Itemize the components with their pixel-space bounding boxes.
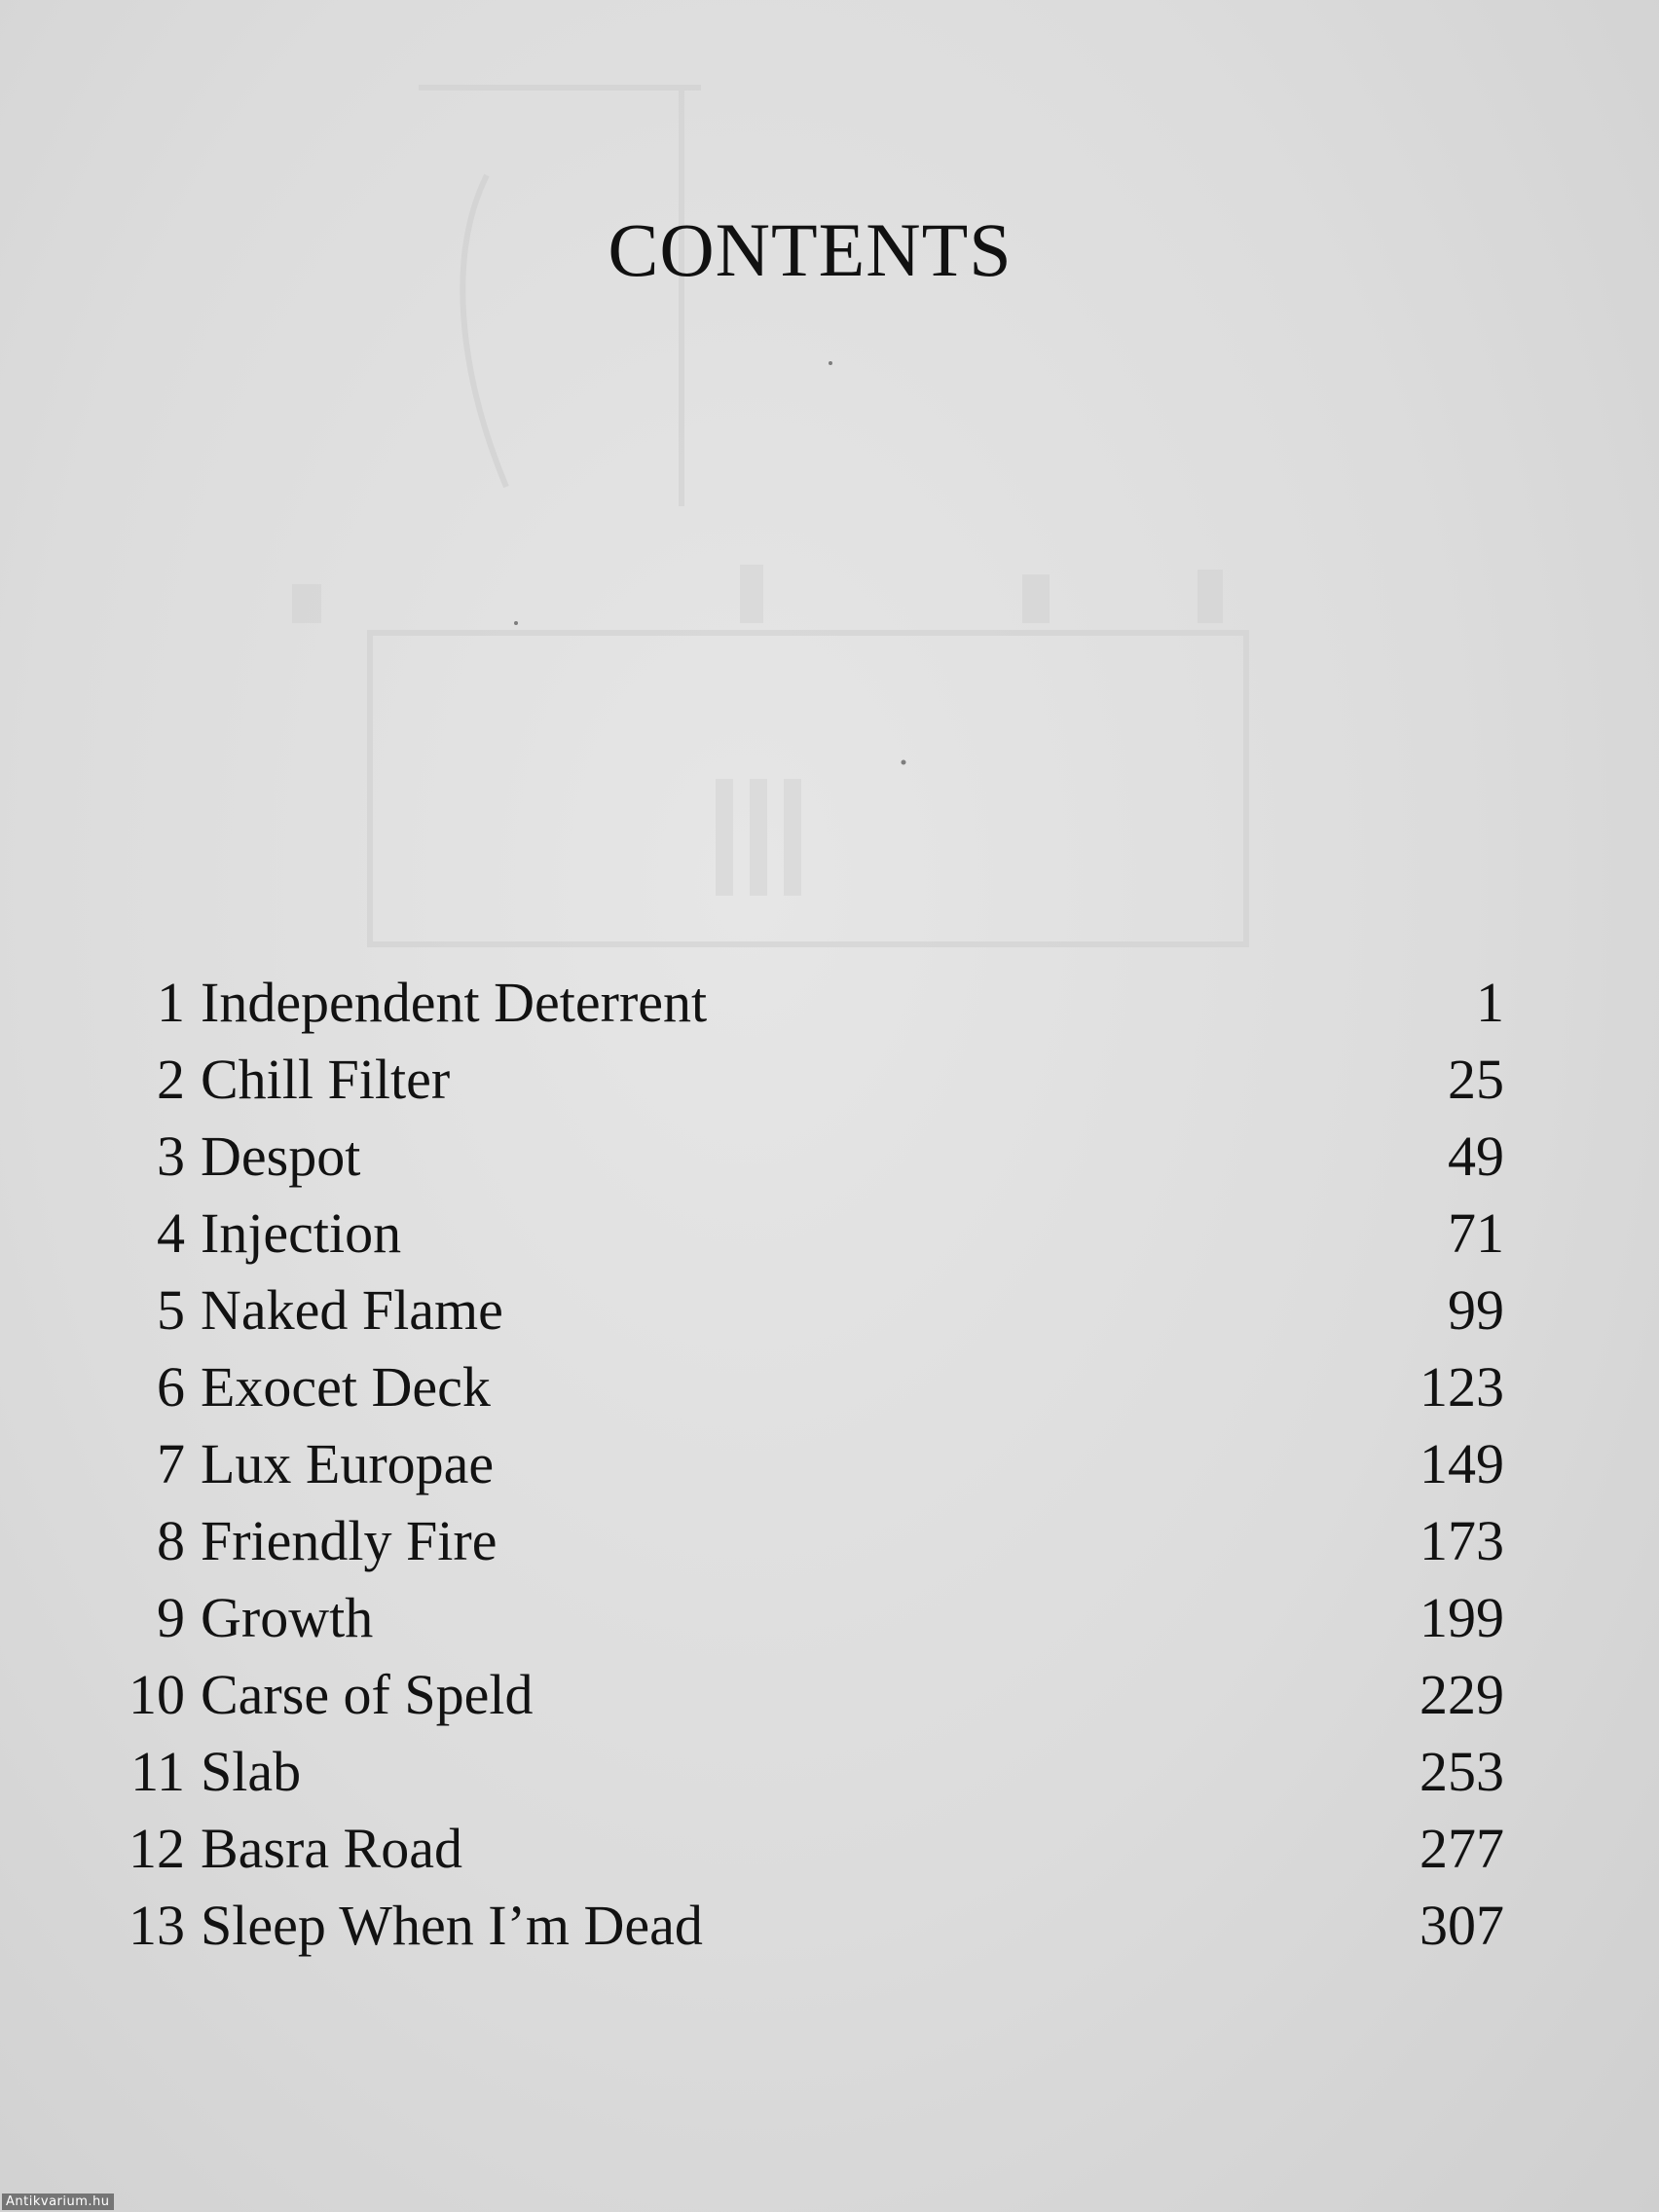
chapter-title: Friendly Fire: [201, 1509, 498, 1572]
toc-entry: [107, 964, 1504, 1041]
toc-entry: [107, 1348, 1504, 1425]
chapter-number: 4: [157, 1201, 185, 1265]
toc-entry: [107, 1195, 1504, 1272]
toc-entry: [107, 1272, 1504, 1348]
chapter-number: 11: [130, 1740, 185, 1803]
toc-entry: [107, 1887, 1504, 1964]
chapter-number: 5: [157, 1278, 185, 1342]
chapter-page-number: 277: [1419, 1817, 1504, 1880]
chapter-number: 3: [157, 1124, 185, 1188]
chapter-page-number: 49: [1448, 1124, 1504, 1188]
chapter-title: Sleep When I’m Dead: [201, 1894, 703, 1957]
chapter-number: 13: [129, 1894, 185, 1957]
chapter-title: Growth: [201, 1586, 374, 1649]
chapter-page-number: 149: [1419, 1432, 1504, 1495]
chapter-title: Slab: [201, 1740, 302, 1803]
chapter-page-number: 1: [1476, 971, 1504, 1034]
chapter-title: Injection: [201, 1201, 402, 1265]
chapter-title: Exocet Deck: [201, 1355, 491, 1419]
chapter-title: Independent Deterrent: [201, 971, 708, 1034]
toc-entry: [107, 1425, 1504, 1502]
page-title: CONTENTS: [608, 207, 1013, 292]
chapter-title: Despot: [201, 1124, 361, 1188]
chapter-number: 9: [157, 1586, 185, 1649]
chapter-page-number: 99: [1448, 1278, 1504, 1342]
chapter-title: Lux Europae: [201, 1432, 495, 1495]
toc-entry: [107, 1656, 1504, 1733]
chapter-number: 7: [157, 1432, 185, 1495]
chapter-page-number: 199: [1419, 1586, 1504, 1649]
chapter-page-number: 71: [1448, 1201, 1504, 1265]
chapter-page-number: 173: [1419, 1509, 1504, 1572]
chapter-number: 6: [157, 1355, 185, 1419]
chapter-title: Carse of Speld: [201, 1663, 534, 1726]
chapter-number: 2: [157, 1048, 185, 1111]
chapter-number: 1: [157, 971, 185, 1034]
toc-entry: [107, 1810, 1504, 1887]
chapter-page-number: 253: [1419, 1740, 1504, 1803]
chapter-number: 12: [129, 1817, 185, 1880]
toc-entry: [107, 1041, 1504, 1118]
chapter-title: Basra Road: [201, 1817, 462, 1880]
table-of-contents: [107, 964, 1504, 1964]
toc-entry: [107, 1502, 1504, 1579]
chapter-number: 10: [129, 1663, 185, 1726]
chapter-page-number: 123: [1419, 1355, 1504, 1419]
chapter-page-number: 307: [1419, 1894, 1504, 1957]
chapter-title: Naked Flame: [201, 1278, 503, 1342]
toc-entry: [107, 1733, 1504, 1810]
toc-entry: [107, 1118, 1504, 1195]
chapter-page-number: 25: [1448, 1048, 1504, 1111]
toc-entry: [107, 1579, 1504, 1656]
chapter-number: 8: [157, 1509, 185, 1572]
chapter-title: Chill Filter: [201, 1048, 451, 1111]
watermark-label: Antikvarium.hu: [2, 2194, 114, 2210]
chapter-page-number: 229: [1419, 1663, 1504, 1726]
